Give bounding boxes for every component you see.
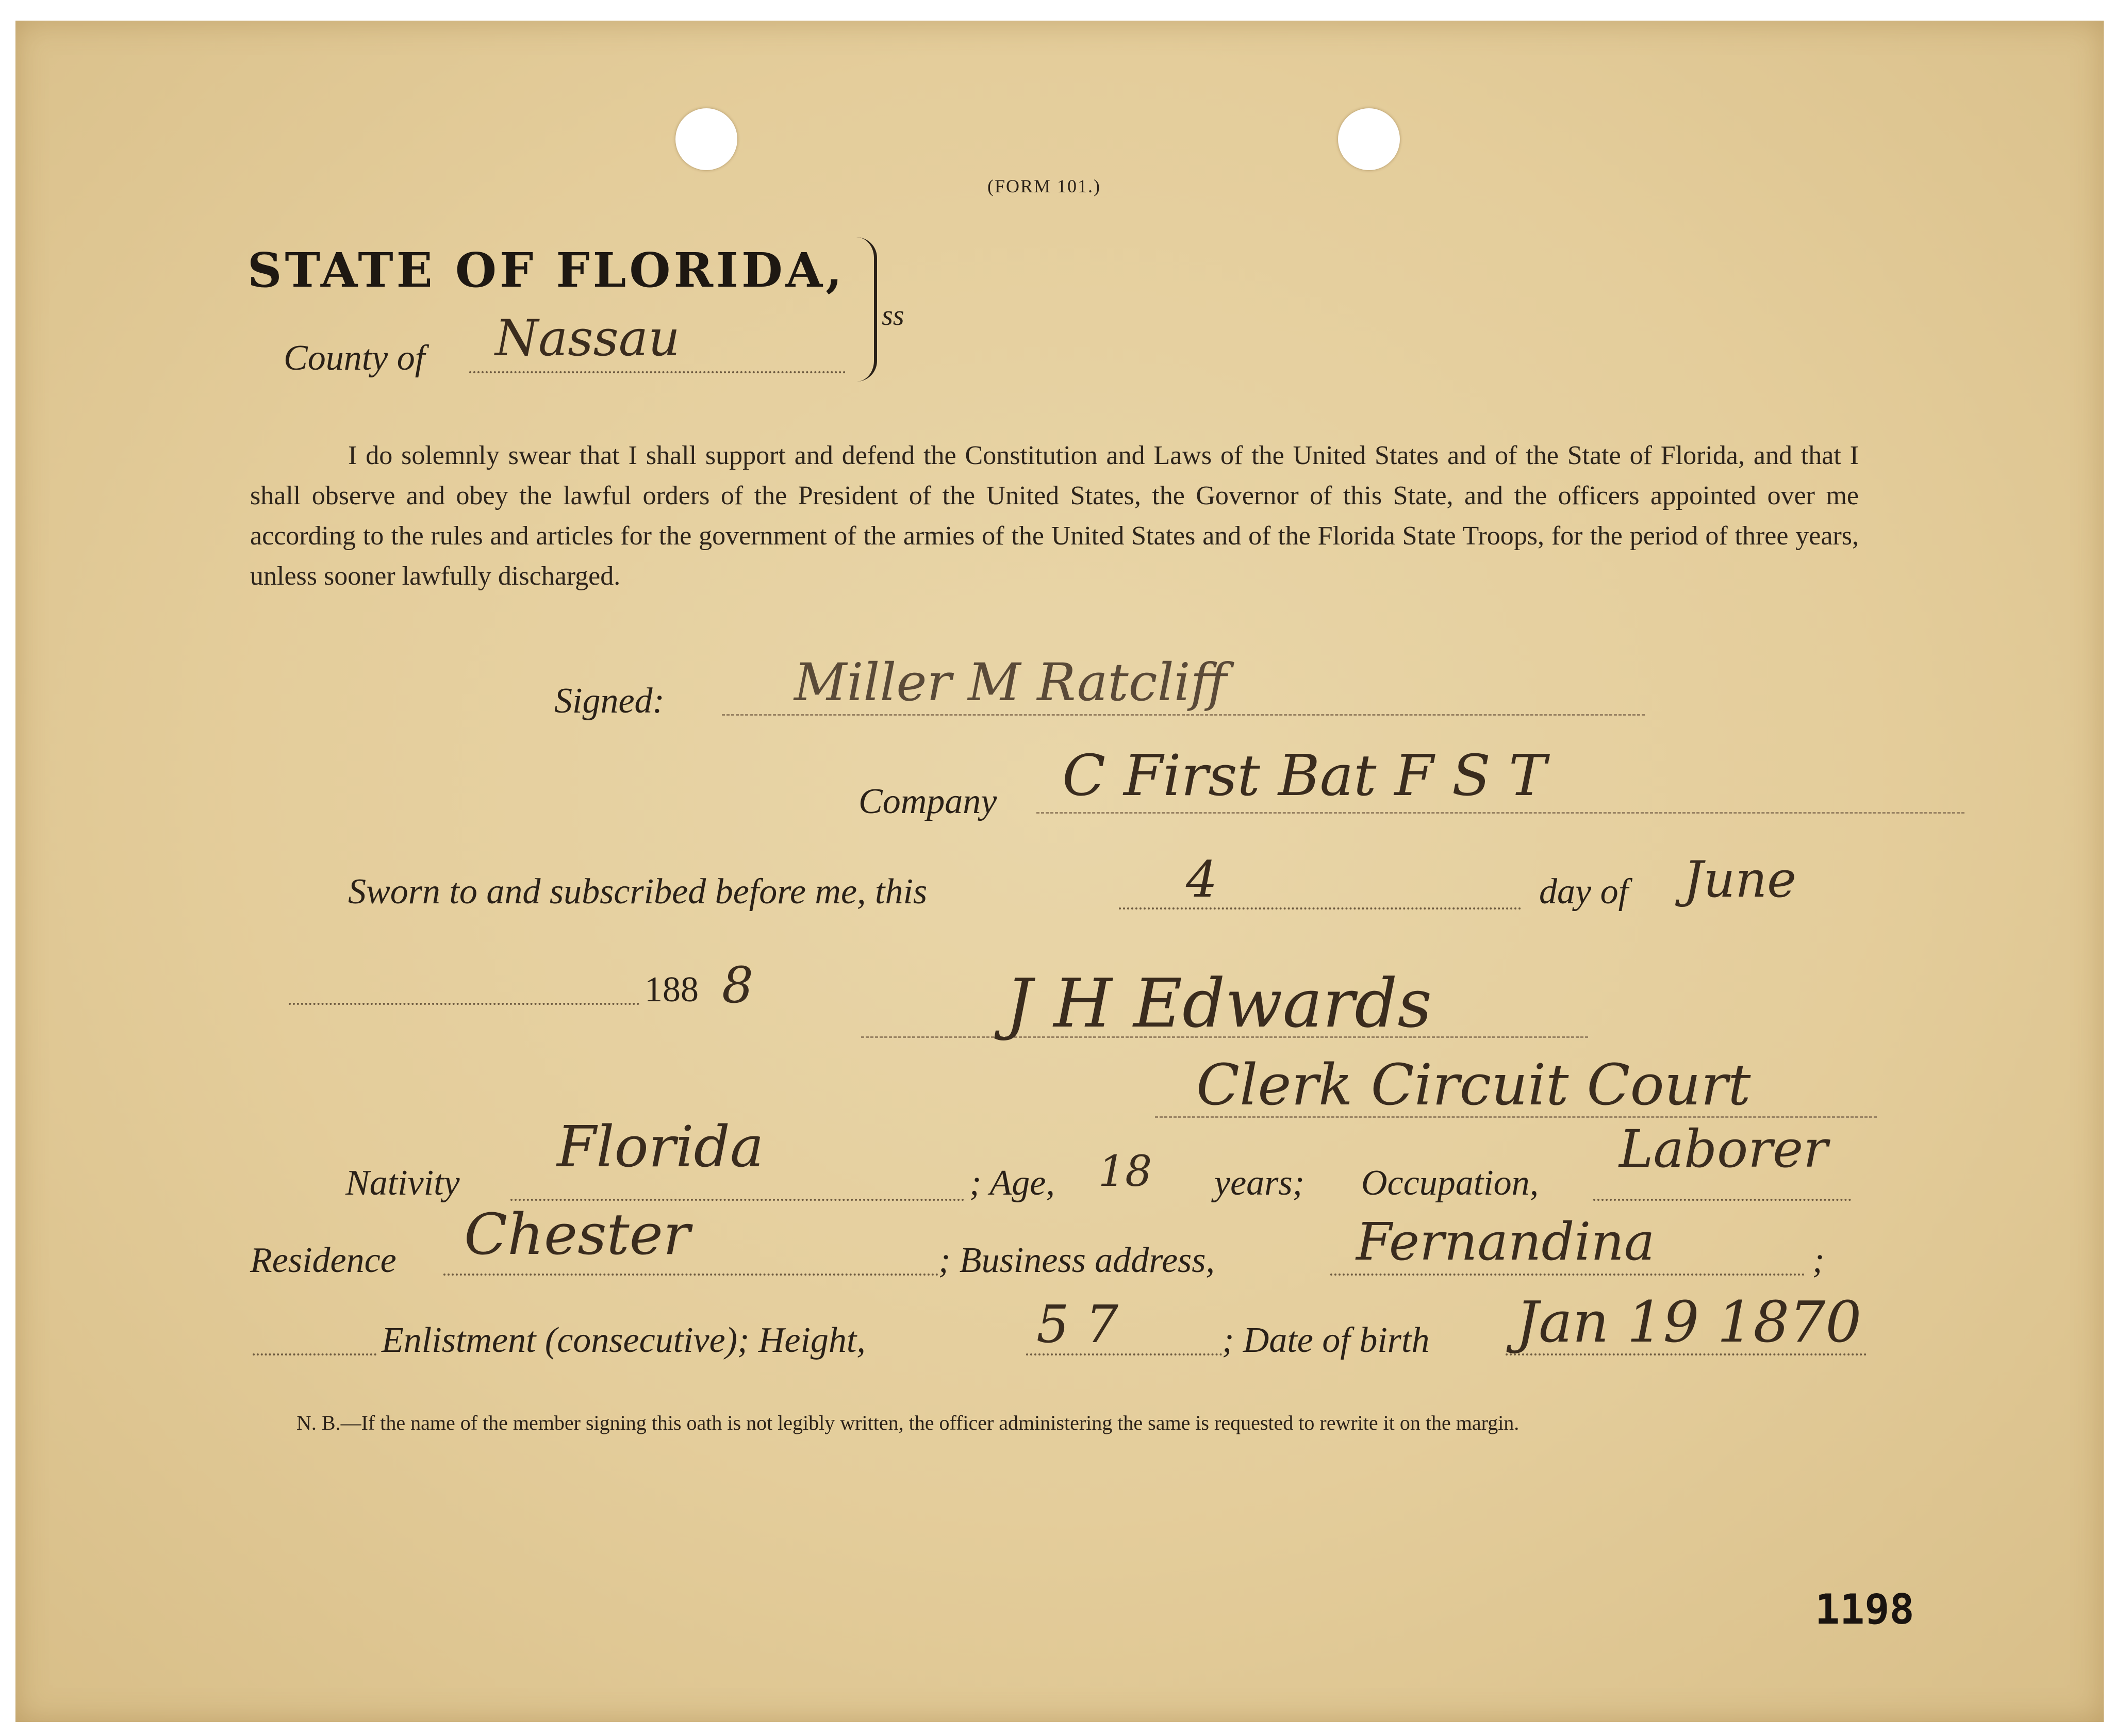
official-name: J H Edwards bbox=[1005, 964, 1432, 1043]
oath-text: I do solemnly swear that I shall support and defend the Constitution and Laws of the United States and of the State of Florida, and that I shall observe and obey the lawful orders of the President of the United States, the Governor of this State, and the officers appointed over me according to the rules and articles for the government of the armies of the United States and of the Florida State Troops, for the period of three years, unless sooner lawfully discharged. bbox=[250, 441, 1859, 591]
enlistment-label: Enlistment (consecutive); Height, bbox=[382, 1320, 866, 1360]
punch-hole-left bbox=[675, 108, 737, 170]
occupation-label: Occupation, bbox=[1361, 1163, 1539, 1203]
county-line bbox=[469, 371, 846, 373]
document-number: 1198 bbox=[1815, 1585, 1914, 1633]
height-value: 5 7 bbox=[1036, 1294, 1119, 1354]
business-address-line bbox=[1330, 1274, 1805, 1276]
nativity-label: Nativity bbox=[345, 1163, 460, 1203]
company-value: C First Bat F S T bbox=[1062, 742, 1547, 808]
form-number: (FORM 101.) bbox=[987, 176, 1101, 196]
sworn-day: 4 bbox=[1186, 851, 1218, 908]
company-line bbox=[1036, 812, 1964, 814]
year-digit: 8 bbox=[722, 956, 754, 1014]
header-brace bbox=[853, 237, 877, 382]
company-label: Company bbox=[858, 782, 997, 821]
age-value: 18 bbox=[1098, 1147, 1152, 1196]
business-address-suffix: ; bbox=[1812, 1241, 1825, 1280]
birth-value: Jan 19 1870 bbox=[1516, 1289, 1862, 1355]
residence-label: Residence bbox=[250, 1241, 397, 1280]
official-title: Clerk Circuit Court bbox=[1196, 1052, 1751, 1118]
occupation-value: Laborer bbox=[1619, 1119, 1828, 1179]
signed-label: Signed: bbox=[554, 681, 665, 721]
age-label: ; Age, bbox=[969, 1163, 1055, 1203]
sworn-day-line bbox=[1119, 907, 1521, 910]
county-value: Nassau bbox=[495, 309, 680, 367]
signature: Miller M Ratcliff bbox=[794, 652, 1227, 713]
signed-line bbox=[722, 714, 1645, 716]
business-address-value: Fernandina bbox=[1356, 1212, 1655, 1272]
residence-value: Chester bbox=[464, 1201, 690, 1267]
nativity-line bbox=[510, 1199, 964, 1201]
occupation-line bbox=[1593, 1199, 1851, 1201]
day-of-label: day of bbox=[1539, 872, 1629, 912]
business-address-label: ; Business address, bbox=[938, 1241, 1215, 1280]
punch-hole-right bbox=[1338, 108, 1400, 170]
sworn-month: June bbox=[1683, 851, 1796, 908]
county-label: County of bbox=[284, 338, 425, 378]
sworn-prefix: Sworn to and subscribed before me, this bbox=[348, 872, 928, 912]
residence-line bbox=[443, 1274, 938, 1276]
document-title: STATE OF FLORIDA, bbox=[247, 242, 846, 298]
year-line bbox=[289, 1003, 639, 1005]
age-suffix: years; bbox=[1214, 1163, 1304, 1203]
nativity-value: Florida bbox=[557, 1114, 764, 1180]
ss-label: ss bbox=[882, 300, 904, 332]
year-prefix: 188 bbox=[645, 970, 699, 1010]
enlistment-line bbox=[253, 1353, 376, 1355]
birth-label: ; Date of birth bbox=[1222, 1320, 1430, 1360]
nota-bene: N. B.—If the name of the member signing this oath is not legibly written, the officer administering the same is requested to rewrite it on the margin. bbox=[296, 1411, 1520, 1434]
